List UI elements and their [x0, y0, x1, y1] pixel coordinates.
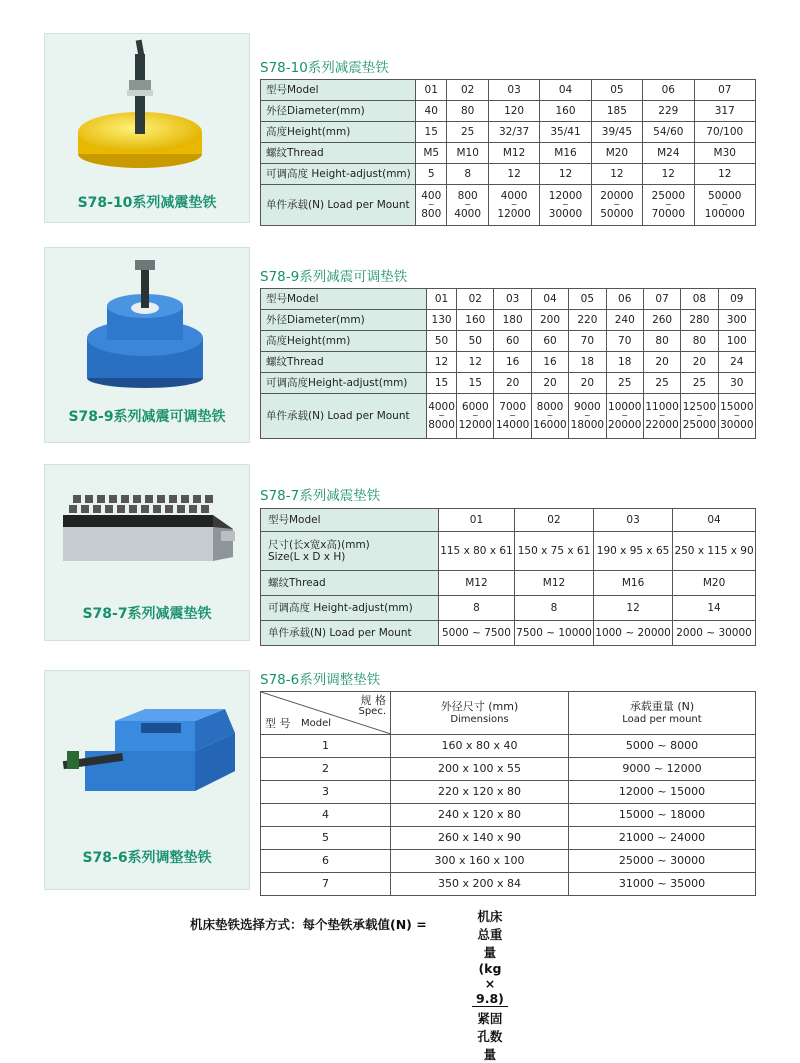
- table-row: [261, 185, 756, 226]
- table-row: [261, 571, 756, 596]
- spec-value: 20: [643, 352, 680, 373]
- range-min: 4000: [500, 189, 528, 202]
- section-title: S78-9系列减震可调垫铁: [260, 269, 408, 285]
- model-header: 02: [447, 80, 488, 101]
- model-header: 08: [681, 289, 718, 310]
- spec-value: M20: [673, 571, 756, 596]
- leveling-mount-blue-image: [45, 248, 249, 398]
- spec-value: 35/41: [540, 122, 591, 143]
- range-min: 7000: [499, 400, 527, 413]
- load-range-cell: [718, 394, 755, 439]
- range-tilde: ~: [664, 200, 672, 209]
- spec-value: 30: [718, 373, 755, 394]
- spec-value: 20: [531, 373, 568, 394]
- spec-value: 160: [457, 310, 494, 331]
- spec-value: 25: [606, 373, 643, 394]
- spec-value: 240: [606, 310, 643, 331]
- load-range-cell: [494, 394, 531, 439]
- spec-value: 50: [457, 331, 494, 352]
- spec-value: 18: [606, 352, 643, 373]
- table-row: [261, 621, 756, 646]
- spec-value: 25: [643, 373, 680, 394]
- spec-value: 80: [681, 331, 718, 352]
- model-header: 02: [457, 289, 494, 310]
- range-max: 800: [421, 208, 442, 220]
- load-range-cell: [591, 185, 642, 226]
- row-label: 可调高度 Height-adjust(mm): [261, 596, 439, 621]
- table-row: [261, 532, 756, 571]
- spec-value: 25: [681, 373, 718, 394]
- range-max: 12000: [497, 208, 531, 220]
- model-label-cn: 型 号: [265, 717, 291, 730]
- spec-value: 60: [494, 331, 531, 352]
- range-min: 50000: [708, 189, 742, 202]
- spec-value: 15: [416, 122, 447, 143]
- spec-value: 16: [531, 352, 568, 373]
- spec-value: M30: [694, 143, 755, 164]
- table-row: [261, 101, 756, 122]
- selection-formula: [190, 909, 504, 1062]
- dimension-value: 220 x 120 x 80: [391, 781, 569, 804]
- spec-value: 200: [531, 310, 568, 331]
- row-label: 单件承载(N) Load per Mount: [261, 621, 439, 646]
- range-min: 800: [457, 189, 478, 202]
- wedge-adjuster-blue-image: [45, 671, 249, 821]
- leveling-mount-yellow-image: [45, 34, 249, 184]
- header-cn: 承载重量 (N): [629, 699, 695, 713]
- row-label: 外径Diameter(mm): [261, 101, 416, 122]
- table-row: [261, 873, 756, 896]
- load-range-cell: [606, 394, 643, 439]
- range-max: 8000: [428, 419, 455, 431]
- spec-value: 12: [540, 164, 591, 185]
- dimension-value: 160 x 80 x 40: [391, 735, 569, 758]
- load-range-cell: [643, 394, 680, 439]
- range-tilde: ~: [546, 411, 554, 420]
- spec-value: 20: [569, 373, 606, 394]
- load-range-cell: [531, 394, 568, 439]
- size-label-cn: 尺寸(长x宽x高)(mm): [268, 538, 370, 551]
- dimension-value: 240 x 120 x 80: [391, 804, 569, 827]
- section-title: S78-7系列减震垫铁: [260, 488, 381, 504]
- model-header: 07: [643, 289, 680, 310]
- model-label-en: Model: [301, 718, 332, 729]
- load-header: [569, 692, 756, 735]
- range-max: 25000: [682, 419, 717, 431]
- table-row: [261, 827, 756, 850]
- model-header: 04: [673, 509, 756, 532]
- dimension-value: 350 x 200 x 84: [391, 873, 569, 896]
- range-max: 4000: [454, 208, 482, 220]
- range-tilde: ~: [509, 411, 516, 420]
- range-max: 22000: [645, 419, 679, 431]
- range-tilde: ~: [733, 411, 741, 420]
- range-tilde: ~: [427, 200, 435, 209]
- row-label: 外径Diameter(mm): [261, 310, 427, 331]
- table-row: [261, 758, 756, 781]
- spec-value: 12: [694, 164, 755, 185]
- formula-numerator: 机床总重量(kg × 9.8): [472, 907, 508, 1007]
- load-range-cell: [427, 394, 457, 439]
- spec-value: 54/60: [643, 122, 694, 143]
- model-header: 01: [427, 289, 457, 310]
- dimension-value: 200 x 100 x 55: [391, 758, 569, 781]
- spec-label-en: Spec.: [358, 706, 386, 717]
- spec-model-corner: [261, 692, 391, 735]
- product-caption: S78-10系列减震垫铁: [77, 195, 217, 211]
- model-header: 02: [514, 509, 593, 532]
- range-min: 8000: [536, 400, 564, 413]
- model-header: 09: [718, 289, 755, 310]
- spec-value: 317: [694, 101, 755, 122]
- spec-value: 8: [514, 596, 593, 621]
- range-min: 20000: [600, 189, 634, 202]
- model-header: 01: [439, 509, 515, 532]
- spec-value: M24: [643, 143, 694, 164]
- spec-value: 130: [427, 310, 457, 331]
- spec-value: 250 x 115 x 90: [673, 532, 756, 571]
- range-min: 15000: [720, 400, 754, 413]
- table-row: [261, 122, 756, 143]
- spec-table-s78-7: [260, 508, 756, 646]
- table-row: [261, 331, 756, 352]
- load-value: 5000 ~ 8000: [569, 735, 756, 758]
- row-label: 可调高度 Height-adjust(mm): [261, 164, 416, 185]
- model-number: 1: [261, 735, 391, 758]
- spec-value: 180: [494, 310, 531, 331]
- table-row: [261, 804, 756, 827]
- section-title: S78-6系列调整垫铁: [260, 672, 381, 688]
- row-label: 高度Height(mm): [261, 331, 427, 352]
- spec-value: 12: [643, 164, 694, 185]
- range-tilde: ~: [438, 411, 445, 420]
- spec-value: 100: [718, 331, 755, 352]
- spec-value: 40: [416, 101, 447, 122]
- load-range-cell: [457, 394, 494, 439]
- table-row: [261, 850, 756, 873]
- spec-value: 280: [681, 310, 718, 331]
- spec-value: 12: [591, 164, 642, 185]
- spec-value: 12: [488, 164, 539, 185]
- range-max: 16000: [533, 419, 567, 431]
- product-caption: S78-9系列减震可调垫铁: [68, 409, 226, 425]
- spec-value: 24: [718, 352, 755, 373]
- spec-value: 185: [591, 101, 642, 122]
- range-max: 30000: [720, 419, 754, 431]
- range-tilde: ~: [658, 411, 666, 420]
- spec-value: 12: [427, 352, 457, 373]
- model-header: 04: [540, 80, 591, 101]
- table-row: [261, 352, 756, 373]
- range-min: 12500: [682, 400, 717, 413]
- load-range-cell: [416, 185, 447, 226]
- spec-value: 60: [531, 331, 568, 352]
- table-row: [261, 509, 756, 532]
- spec-value: 70: [606, 331, 643, 352]
- range-min: 400: [421, 189, 442, 202]
- product-image-box: [44, 464, 250, 641]
- spec-value: 190 x 95 x 65: [594, 532, 673, 571]
- range-min: 6000: [461, 400, 489, 413]
- spec-value: 32/37: [488, 122, 539, 143]
- spec-value: M5: [416, 143, 447, 164]
- spec-value: 18: [569, 352, 606, 373]
- spec-value: 220: [569, 310, 606, 331]
- spec-value: 160: [540, 101, 591, 122]
- product-image-box: [44, 33, 250, 223]
- table-row: [261, 735, 756, 758]
- model-header: 05: [569, 289, 606, 310]
- spec-value: M20: [591, 143, 642, 164]
- spec-value: M12: [514, 571, 593, 596]
- spec-value: M12: [488, 143, 539, 164]
- range-max: 30000: [548, 208, 583, 220]
- spec-table-s78-9: [260, 288, 756, 439]
- size-label: [261, 532, 439, 571]
- range-tilde: ~: [584, 411, 591, 420]
- header-label: 型号Model: [261, 80, 416, 101]
- table-row: [261, 596, 756, 621]
- model-header: 05: [591, 80, 642, 101]
- spec-value: 50: [427, 331, 457, 352]
- spec-value: 229: [643, 101, 694, 122]
- formula-fraction: [472, 907, 508, 1063]
- product-image-box: [44, 247, 250, 443]
- rubber-pad-block-image: [45, 465, 249, 595]
- model-number: 6: [261, 850, 391, 873]
- load-value: 15000 ~ 18000: [569, 804, 756, 827]
- header-en: Dimensions: [450, 713, 509, 725]
- load-range-cell: [681, 394, 718, 439]
- spec-value: 12: [594, 596, 673, 621]
- spec-value: 14: [673, 596, 756, 621]
- range-max: 70000: [651, 208, 686, 220]
- table-row: [261, 373, 756, 394]
- range-tilde: ~: [613, 200, 621, 209]
- dimension-value: 300 x 160 x 100: [391, 850, 569, 873]
- spec-value: 150 x 75 x 61: [514, 532, 593, 571]
- range-max: 12000: [458, 419, 492, 431]
- load-value: 12000 ~ 15000: [569, 781, 756, 804]
- range-tilde: ~: [721, 200, 729, 209]
- spec-value: M10: [447, 143, 488, 164]
- model-header: 06: [643, 80, 694, 101]
- spec-value: 15: [457, 373, 494, 394]
- spec-value: 300: [718, 310, 755, 331]
- spec-table-s78-6: [260, 691, 756, 896]
- spec-label-cn: 规 格: [360, 694, 386, 707]
- product-caption: S78-6系列调整垫铁: [82, 850, 212, 866]
- model-header: 03: [594, 509, 673, 532]
- model-number: 7: [261, 873, 391, 896]
- load-value: 31000 ~ 35000: [569, 873, 756, 896]
- range-min: 11000: [645, 400, 679, 413]
- row-label: 单件承载(N) Load per Mount: [261, 185, 416, 226]
- range-tilde: ~: [510, 200, 518, 209]
- spec-value: M16: [594, 571, 673, 596]
- range-tilde: ~: [696, 411, 703, 420]
- spec-value: M12: [439, 571, 515, 596]
- load-range-cell: [694, 185, 755, 226]
- load-value: 25000 ~ 30000: [569, 850, 756, 873]
- range-tilde: ~: [562, 200, 569, 209]
- table-row: [261, 289, 756, 310]
- spec-value: M16: [540, 143, 591, 164]
- row-label: 高度Height(mm): [261, 122, 416, 143]
- spec-value: 25: [447, 122, 488, 143]
- spec-value: 2000 ~ 30000: [673, 621, 756, 646]
- dimension-value: 260 x 140 x 90: [391, 827, 569, 850]
- model-header: 07: [694, 80, 755, 101]
- section-title: S78-10系列减震垫铁: [260, 60, 389, 76]
- range-max: 20000: [608, 419, 642, 431]
- spec-value: 20: [494, 373, 531, 394]
- product-image-box: [44, 670, 250, 890]
- product-caption: S78-7系列减震垫铁: [82, 606, 212, 622]
- table-row: [261, 164, 756, 185]
- size-label-en: Size(L x D x H): [268, 551, 346, 563]
- spec-value: 16: [494, 352, 531, 373]
- model-number: 5: [261, 827, 391, 850]
- load-range-cell: [569, 394, 606, 439]
- range-min: 12000: [548, 189, 583, 202]
- range-tilde: ~: [464, 200, 472, 209]
- spec-value: 120: [488, 101, 539, 122]
- spec-table-s78-10: [260, 79, 756, 226]
- table-row: [261, 692, 756, 735]
- spec-value: 8: [439, 596, 515, 621]
- spec-value: 80: [447, 101, 488, 122]
- row-label: 单件承载(N) Load per Mount: [261, 394, 427, 439]
- table-row: [261, 310, 756, 331]
- model-header: 06: [606, 289, 643, 310]
- spec-value: 5000 ~ 7500: [439, 621, 515, 646]
- load-range-cell: [488, 185, 539, 226]
- spec-value: 20: [681, 352, 718, 373]
- header-cn: 外径尺寸 (mm): [440, 699, 519, 713]
- spec-value: 70: [569, 331, 606, 352]
- model-header: 01: [416, 80, 447, 101]
- range-tilde: ~: [471, 411, 479, 420]
- table-row: [261, 394, 756, 439]
- row-label: 可调高度Height-adjust(mm): [261, 373, 427, 394]
- spec-value: 5: [416, 164, 447, 185]
- spec-value: 12: [457, 352, 494, 373]
- model-number: 3: [261, 781, 391, 804]
- table-row: [261, 781, 756, 804]
- range-max: 100000: [704, 208, 745, 220]
- range-tilde: ~: [621, 411, 629, 420]
- model-number: 2: [261, 758, 391, 781]
- spec-value: 260: [643, 310, 680, 331]
- range-min: 25000: [651, 189, 686, 202]
- row-label: 螺纹Thread: [261, 352, 427, 373]
- range-max: 14000: [495, 419, 530, 431]
- row-label: 螺纹Thread: [261, 571, 439, 596]
- range-min: 10000: [608, 400, 642, 413]
- formula-prefix: 机床垫铁选择方式：每个垫铁承载值(N) =: [190, 917, 427, 932]
- model-header: 03: [488, 80, 539, 101]
- spec-value: 8: [447, 164, 488, 185]
- spec-value: 115 x 80 x 61: [439, 532, 515, 571]
- spec-value: 15: [427, 373, 457, 394]
- range-max: 18000: [570, 419, 605, 431]
- header-label: 型号Model: [261, 289, 427, 310]
- header-en: Load per mount: [622, 713, 702, 725]
- load-range-cell: [447, 185, 488, 226]
- load-range-cell: [643, 185, 694, 226]
- load-value: 21000 ~ 24000: [569, 827, 756, 850]
- range-max: 50000: [600, 208, 634, 220]
- table-row: [261, 80, 756, 101]
- spec-value: 39/45: [591, 122, 642, 143]
- row-label: 螺纹Thread: [261, 143, 416, 164]
- header-label: 型号Model: [261, 509, 439, 532]
- range-min: 9000: [574, 400, 601, 413]
- spec-value: 80: [643, 331, 680, 352]
- load-range-cell: [540, 185, 591, 226]
- dimensions-header: [391, 692, 569, 735]
- model-header: 03: [494, 289, 531, 310]
- model-number: 4: [261, 804, 391, 827]
- spec-value: 1000 ~ 20000: [594, 621, 673, 646]
- load-value: 9000 ~ 12000: [569, 758, 756, 781]
- formula-denominator: 紧固孔数量: [477, 1011, 503, 1062]
- range-min: 4000: [428, 400, 455, 413]
- spec-value: 70/100: [694, 122, 755, 143]
- table-row: [261, 143, 756, 164]
- spec-value: 7500 ~ 10000: [514, 621, 593, 646]
- model-header: 04: [531, 289, 568, 310]
